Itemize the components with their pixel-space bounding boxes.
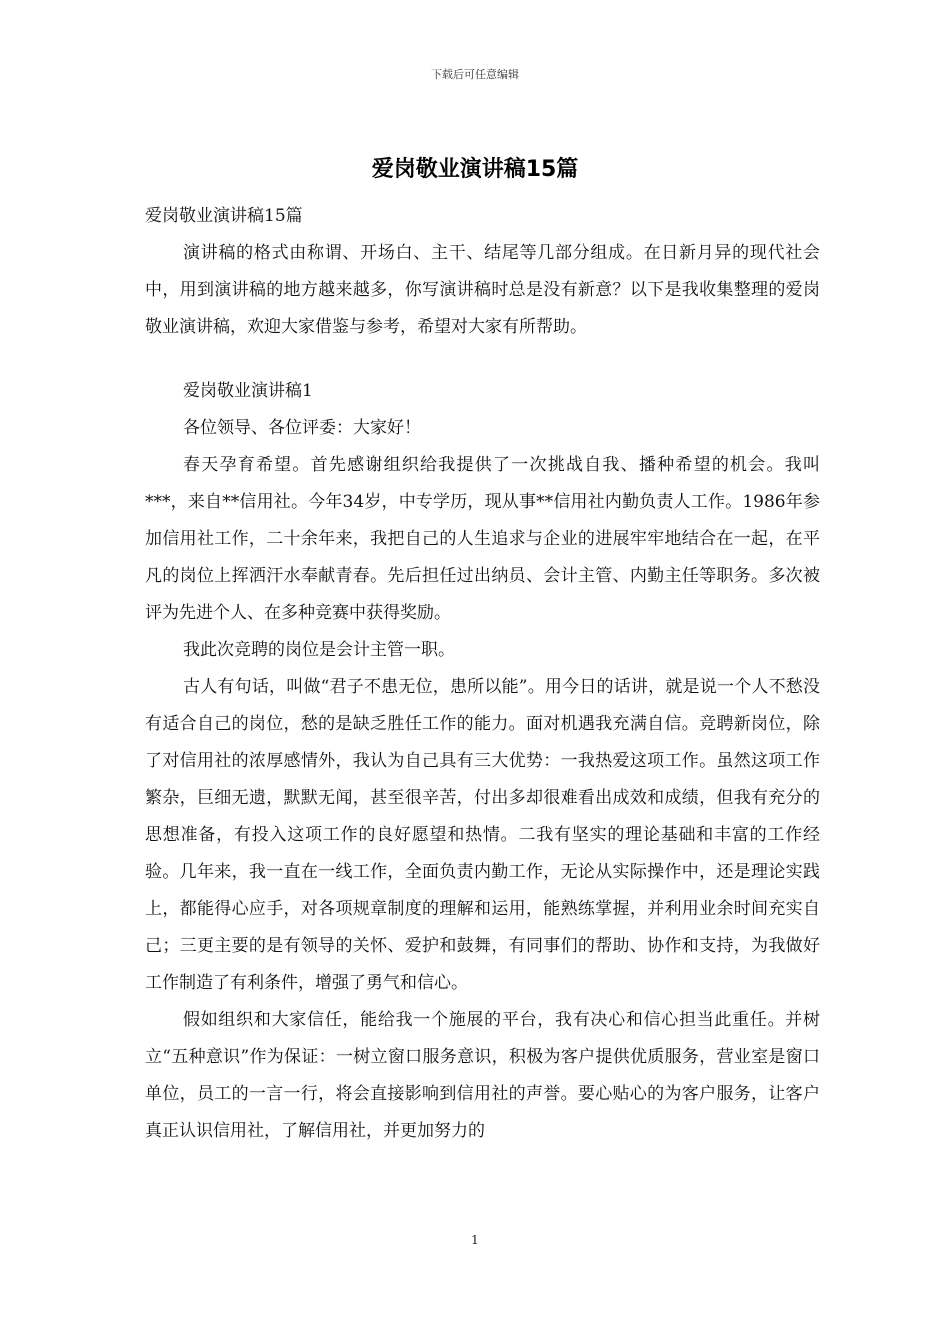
body-paragraph: 春天孕育希望。首先感谢组织给我提供了一次挑战自我、播种希望的机会。我叫***，来自**信用社。今年34岁，中专学历，现从事**信用社内勤负责人工作。1986年参加信用社工作，二十余年来，我把自己的人生追求与企业的进展牢牢地结合在一起，在平凡的岗位上挥洒汗水奉献青春。先后担任过出纳员、会计主管、内勤主任等职务。多次被评为先进个人、在多种竞赛中获得奖励。 — [145, 455, 820, 623]
document-subtitle: 爱岗敬业演讲稿15篇 — [145, 206, 303, 226]
page-number: 1 — [471, 1233, 479, 1247]
document-body — [145, 198, 820, 1150]
header-note: 下载后可任意编辑 — [431, 68, 519, 81]
greeting-paragraph: 各位领导、各位评委：大家好！ — [183, 418, 421, 438]
section-heading: 爱岗敬业演讲稿1 — [183, 381, 313, 401]
intro-paragraph: 演讲稿的格式由称谓、开场白、主干、结尾等几部分组成。在日新月异的现代社会中，用到演讲稿的地方越来越多，你写演讲稿时总是没有新意？以下是我收集整理的爱岗敬业演讲稿，欢迎大家借鉴与参考，希望对大家有所帮助。 — [145, 243, 820, 337]
body-paragraph: 我此次竞聘的岗位是会计主管一职。 — [183, 640, 455, 660]
body-paragraph: 假如组织和大家信任，能给我一个施展的平台，我有决心和信心担当此重任。并树立“五种意识”作为保证：一树立窗口服务意识，积极为客户提供优质服务，营业室是窗口单位，员工的一言一行，将会直接影响到信用社的声誉。要心贴心的为客户服务，让客户真正认识信用社，了解信用社，并更加努力的 — [145, 1010, 820, 1141]
document-title: 爱岗敬业演讲稿15篇 — [371, 157, 579, 182]
body-paragraph: 古人有句话，叫做“君子不患无位，患所以能”。用今日的话讲，就是说一个人不愁没有适合自己的岗位，愁的是缺乏胜任工作的能力。面对机遇我充满自信。竞聘新岗位，除了对信用社的浓厚感情外，我认为自己具有三大优势：一我热爱这项工作。虽然这项工作繁杂，巨细无遗，默默无闻，甚至很辛苦，付出多却很难看出成效和成绩，但我有充分的思想准备，有投入这项工作的良好愿望和热情。二我有坚实的理论基础和丰富的工作经验。几年来，我一直在一线工作，全面负责内勤工作，无论从实际操作中，还是理论实践上，都能得心应手，对各项规章制度的理解和运用，能熟练掌握，并利用业余时间充实自己；三更主要的是有领导的关怀、爱护和鼓舞，有同事们的帮助、协作和支持，为我做好工作制造了有利条件，增强了勇气和信心。 — [145, 677, 820, 993]
